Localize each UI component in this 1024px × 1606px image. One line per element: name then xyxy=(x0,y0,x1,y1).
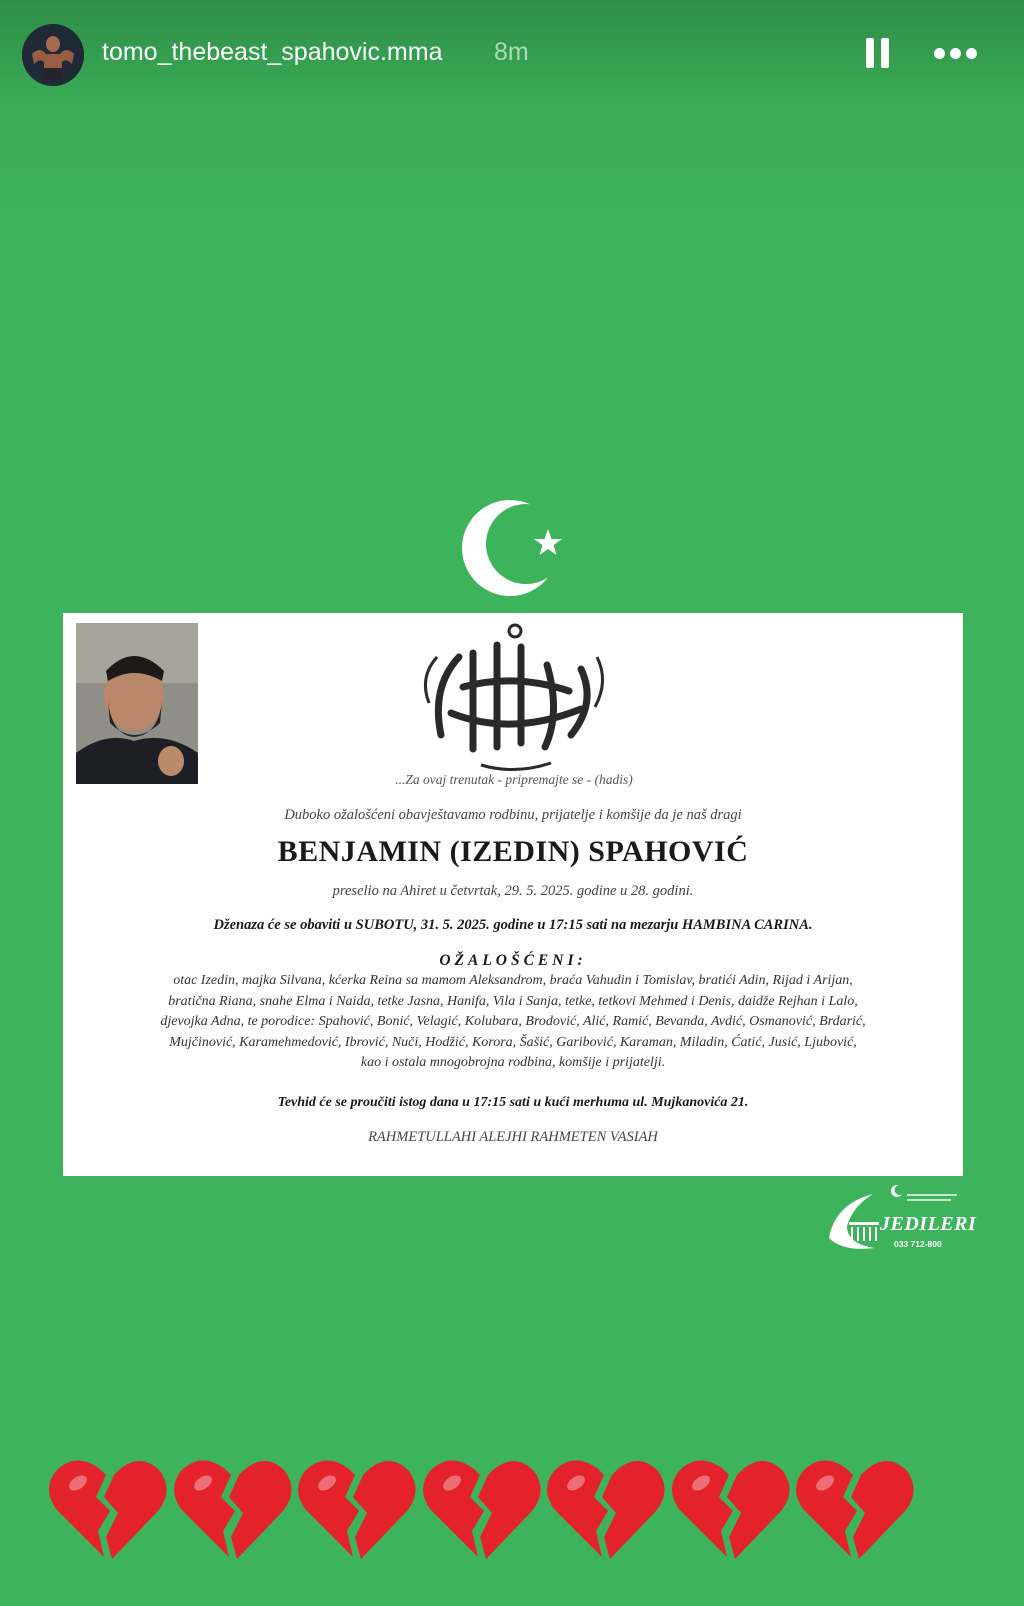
broken-heart-icon xyxy=(795,1453,915,1563)
funeral-home-name: JEDILERI xyxy=(880,1213,977,1235)
broken-heart-icon xyxy=(297,1453,417,1563)
story-header xyxy=(0,0,1024,115)
arabic-calligraphy-icon xyxy=(411,617,617,777)
deceased-name: BENJAMIN (IZEDIN) SPAHOVIĆ xyxy=(277,835,749,868)
date-of-passing: preselio na Ahiret u četvrtak, 29. 5. 2025. godine u 28. godini. xyxy=(332,883,694,899)
broken-heart-icon xyxy=(173,1453,293,1563)
broken-heart-icon xyxy=(546,1453,666,1563)
mourners-line: djevojka Adna, te porodice: Spahović, Bonić, Velagić, Kolubara, Brodović, Alić, Ramić, Bevanda, Avdić, Osmanović, Brdarić, xyxy=(160,1014,866,1029)
mourners-line: kao i ostala mnogobrojna rodbina, komšije i prijatelji. xyxy=(360,1055,666,1070)
tevhid-details: Tevhid će se proučiti istog dana u 17:15 sati u kući merhuma ul. Mujkanovića 21. xyxy=(277,1095,749,1110)
story-username[interactable]: tomo_thebeast_spahovic.mma xyxy=(102,38,443,66)
mourners-title: OŽALOŠĆENI: xyxy=(439,952,587,969)
hadis-quote: ...Za ovaj trenutak - pripremajte se - (hadis) xyxy=(395,772,633,787)
mourners-line: Mujčinović, Karamehmedović, Ibrović, Nuči, Hodžić, Korora, Šašić, Garibović, Karaman, Miladin, Ćatić, Jusić, Ljubović, xyxy=(169,1034,857,1050)
more-options-icon[interactable] xyxy=(932,44,978,64)
pause-icon[interactable] xyxy=(866,38,892,70)
funeral-home-phone: 033 712-800 xyxy=(894,1239,942,1249)
broken-heart-icon xyxy=(671,1453,791,1563)
closing-prayer: RAHMETULLAHI ALEJHI RAHMETEN VASIAH xyxy=(368,1129,658,1145)
broken-hearts-row xyxy=(48,1453,988,1563)
broken-heart-icon xyxy=(48,1453,168,1563)
notice-intro: Duboko ožalošćeni obavještavamo rodbinu, prijatelje i komšije da je naš dragi xyxy=(284,807,742,823)
mourners-line: bratična Riana, snahe Elma i Naida, tetke Jasna, Hanifa, Vila i Sanja, tetke, tetkovi Mehmed i Denis, daidže Rejhan i Lalo, xyxy=(168,993,858,1009)
mourners-list xyxy=(77,971,949,1074)
deceased-photo xyxy=(76,623,198,784)
broken-heart-icon xyxy=(422,1453,542,1563)
profile-avatar-icon[interactable] xyxy=(22,24,84,86)
story-time-ago: 8m xyxy=(494,38,529,66)
funeral-details: Dženaza će se obaviti u SUBOTU, 31. 5. 2025. godine u 17:15 sati na mezarju HAMBINA CARINA. xyxy=(213,917,813,933)
mourners-line: otac Izedin, majka Silvana, kćerka Reina sa mamom Aleksandrom, braća Vahudin i Tomislav, bratići Adin, Rijad i Arijan, xyxy=(173,973,853,988)
death-notice-card xyxy=(63,613,963,1176)
crescent-star-icon xyxy=(456,494,576,602)
